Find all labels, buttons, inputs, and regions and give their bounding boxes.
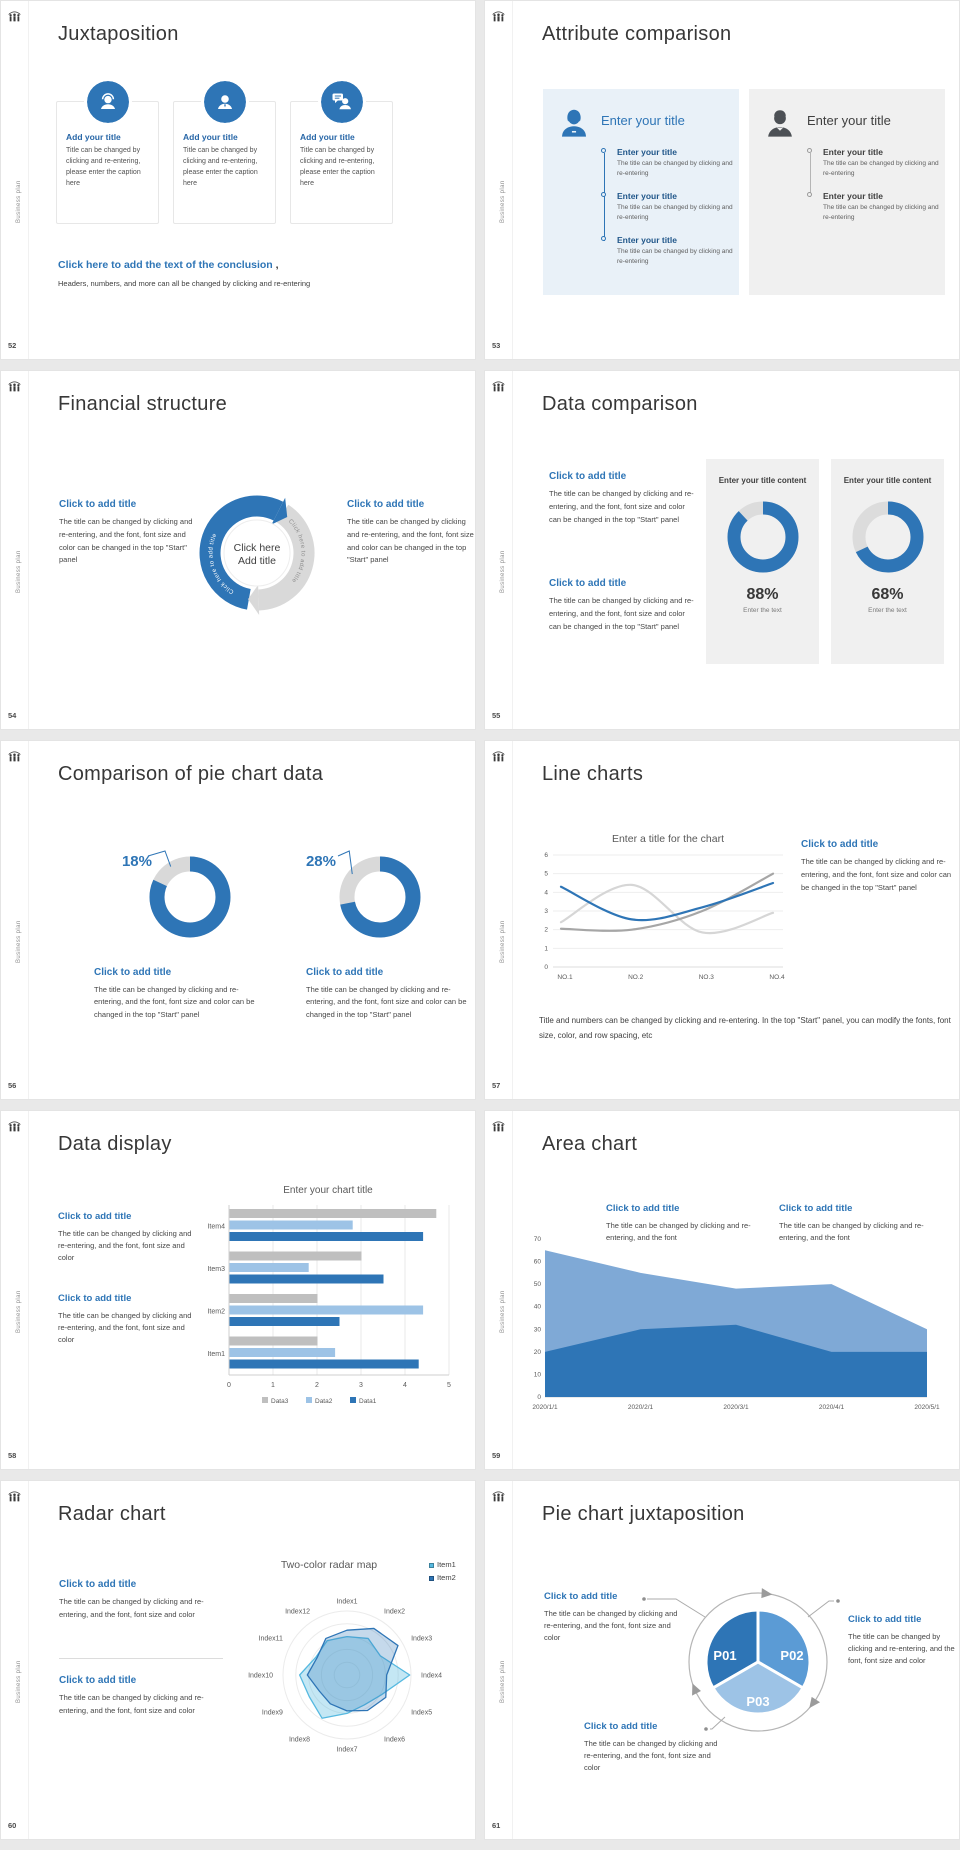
svg-text:Item2: Item2 [207, 1308, 225, 1316]
item-body: The title can be changed by clicking and re-entering [617, 248, 733, 266]
stat-card [706, 459, 819, 664]
cycle-diagram [179, 475, 335, 631]
slide-number: 57 [492, 1081, 501, 1090]
page-title: Attribute comparison [542, 23, 732, 45]
svg-text:P03: P03 [746, 1694, 770, 1709]
list-item [603, 147, 733, 180]
svg-text:0: 0 [537, 1394, 541, 1401]
svg-text:0: 0 [227, 1382, 231, 1389]
svg-text:Index5: Index5 [411, 1709, 433, 1717]
callout-block [584, 1721, 724, 1774]
text-block [549, 471, 699, 526]
slide-sidebar [1, 371, 29, 729]
item-body: The title can be changed by clicking and re-entering [823, 204, 939, 222]
legend-swatch [429, 1563, 434, 1568]
svg-text:Index1: Index1 [336, 1598, 358, 1606]
svg-text:Index8: Index8 [288, 1736, 310, 1744]
slide-number: 52 [8, 341, 17, 350]
block-title: Click to add title [59, 499, 137, 510]
legend-label: Item2 [437, 1573, 456, 1582]
stat-card [831, 459, 944, 664]
timeline-dot-icon [807, 148, 812, 153]
page-title: Financial structure [58, 393, 228, 415]
block-title: Click to add title [58, 1293, 132, 1304]
svg-text:70: 70 [533, 1236, 541, 1243]
card-caption: Enter the text [868, 607, 907, 614]
svg-text:Item1: Item1 [207, 1350, 225, 1358]
person-male-icon [761, 105, 799, 143]
svg-text:Index7: Index7 [336, 1746, 358, 1754]
legend-item [429, 1560, 456, 1569]
page-title: Data display [58, 1133, 172, 1155]
card-heading: Enter your title content [843, 476, 932, 485]
slide-number: 56 [8, 1081, 17, 1090]
slide-number: 53 [492, 341, 501, 350]
block-title: Click to add title [306, 967, 384, 978]
brand-logo-icon [491, 378, 506, 393]
text-block [58, 1293, 200, 1346]
svg-text:60: 60 [533, 1258, 541, 1266]
brand-logo-icon [491, 1488, 506, 1503]
svg-text:2020/4/1: 2020/4/1 [818, 1404, 845, 1411]
conclusion-suffix: , [272, 259, 279, 271]
svg-text:2020/1/1: 2020/1/1 [532, 1404, 558, 1411]
list-item [603, 191, 733, 224]
card-body: Title can be changed by clicking and re-entering, please enter the caption here [66, 147, 141, 187]
timeline [809, 147, 939, 235]
brand-logo-icon [491, 748, 506, 763]
brand-logo-icon [7, 748, 22, 763]
page-title: Pie chart juxtaposition [542, 1503, 745, 1525]
card-body: Title can be changed by clicking and re-entering, please enter the caption here [300, 147, 375, 187]
brand-logo-icon [491, 1118, 506, 1133]
brand-logo-icon [7, 1118, 22, 1133]
item-title: Enter your title [617, 191, 677, 201]
svg-text:NO.1: NO.1 [557, 974, 573, 981]
person-icon [204, 81, 246, 123]
card-row [56, 101, 393, 224]
brand-vertical-label: Business plan [16, 550, 22, 593]
slide-55-data-comparison[interactable] [484, 370, 960, 730]
block-title: Click to add title [549, 578, 627, 589]
slide-sidebar [1, 741, 29, 1099]
slide-sidebar [1, 1111, 29, 1469]
block-title: Click to add title [801, 839, 879, 850]
panel-heading: Enter your title [807, 113, 891, 128]
item-body: The title can be changed by clicking and re-entering [617, 204, 733, 222]
text-block [347, 499, 476, 567]
list-item [809, 147, 939, 180]
comparison-panel-left [543, 89, 739, 295]
slide-60-radar-chart[interactable] [0, 1480, 476, 1840]
slide-number: 55 [492, 711, 501, 720]
item-title: Enter your title [823, 191, 883, 201]
card-title: Add your title [66, 132, 121, 142]
donut-chart [721, 495, 805, 579]
slide-sidebar [485, 371, 513, 729]
chart-title: Enter a title for the chart [611, 833, 725, 845]
percent-label: 18% [121, 853, 152, 870]
svg-text:Item4: Item4 [207, 1223, 225, 1231]
item-title: Enter your title [617, 235, 677, 245]
slide-number: 58 [8, 1451, 17, 1460]
svg-text:Click here to add title: Click here to add title [286, 518, 306, 584]
svg-text:6: 6 [544, 852, 548, 859]
person-female-icon [555, 105, 593, 143]
timeline-dot-icon [601, 192, 606, 197]
block-body: The title can be changed by clicking and re-entering, and the font [779, 1221, 924, 1242]
svg-text:40: 40 [533, 1303, 541, 1311]
svg-text:Index4: Index4 [421, 1672, 443, 1680]
block-body: The title can be changed by clicking and re-entering, and the font, font size and color [59, 1597, 204, 1619]
svg-text:Index9: Index9 [261, 1709, 283, 1717]
item-body: The title can be changed by clicking and re-entering [823, 160, 939, 178]
divider [59, 1658, 223, 1659]
text-block [801, 839, 953, 894]
card-heading: Enter your title content [718, 476, 807, 485]
page-title: Data comparison [542, 393, 698, 415]
block-body: The title can be changed by clicking and re-entering, and the font [606, 1221, 751, 1242]
donut-chart [846, 495, 930, 579]
svg-text:Index11: Index11 [258, 1635, 283, 1643]
text-block [549, 578, 699, 633]
page-title: Line charts [542, 763, 644, 785]
panel-heading: Enter your title [601, 113, 685, 128]
svg-text:Data1: Data1 [359, 1398, 377, 1405]
feature-card[interactable] [56, 101, 159, 224]
block-body: The title can be changed by clicking and re-entering, and the font, font size and color can be changed in the top "Start" panel [549, 596, 694, 631]
slide-53-attribute-comparison[interactable] [484, 0, 960, 360]
slide-59-area-chart[interactable] [484, 1110, 960, 1470]
brand-vertical-label: Business plan [500, 550, 506, 593]
text-block [59, 1579, 221, 1622]
svg-text:Index2: Index2 [384, 1608, 406, 1616]
slide-sidebar [485, 1111, 513, 1469]
block-body: The title can be changed by clicking and re-entering, and the font, font size and color can be changed in the top "Start" panel [94, 985, 255, 1019]
page-title: Area chart [542, 1133, 638, 1155]
text-block [94, 967, 266, 1021]
svg-text:30: 30 [533, 1326, 541, 1334]
block-title: Click to add title [59, 1675, 137, 1686]
block-body: The title can be changed by clicking and re-entering, and the font, font size and color [848, 1632, 955, 1665]
slide-number: 54 [8, 711, 17, 720]
svg-text:Index12: Index12 [285, 1608, 310, 1616]
svg-text:20: 20 [533, 1348, 541, 1356]
svg-text:NO.3: NO.3 [698, 974, 714, 981]
page-title: Comparison of pie chart data [58, 763, 324, 785]
svg-text:NO.4: NO.4 [769, 974, 785, 981]
brand-logo-icon [7, 378, 22, 393]
comparison-panel-right [749, 89, 945, 295]
slide-number: 61 [492, 1821, 501, 1830]
svg-text:2: 2 [315, 1382, 319, 1389]
brand-vertical-label: Business plan [500, 920, 506, 963]
svg-text:10: 10 [533, 1371, 541, 1379]
percent-label: 28% [305, 853, 336, 870]
slide-sidebar [485, 741, 513, 1099]
brand-logo-icon [7, 8, 22, 23]
slide-sidebar [485, 1481, 513, 1839]
item-title: Enter your title [823, 147, 883, 157]
svg-text:5: 5 [447, 1382, 451, 1389]
item-title: Enter your title [617, 147, 677, 157]
svg-text:2020/2/1: 2020/2/1 [627, 1404, 654, 1411]
timeline-dot-icon [807, 192, 812, 197]
legend-label: Item1 [437, 1560, 456, 1569]
svg-text:1: 1 [544, 945, 548, 953]
timeline-dot-icon [601, 148, 606, 153]
svg-text:Index3: Index3 [411, 1635, 433, 1643]
block-title: Click to add title [779, 1203, 853, 1214]
brand-vertical-label: Business plan [500, 1290, 506, 1333]
conclusion [58, 259, 310, 288]
percent-value: 88% [746, 586, 779, 603]
brand-logo-icon [491, 8, 506, 23]
timeline-dot-icon [601, 236, 606, 241]
block-body: The title can be changed by clicking and re-entering, and the font, font size and color can be changed in the top "Start" panel [59, 517, 193, 565]
block-title: Click to add title [347, 499, 425, 510]
slide-sidebar [1, 1481, 29, 1839]
svg-text:Click here: Click here [233, 542, 281, 554]
line-chart [537, 847, 787, 987]
block-body: The title can be changed by clicking and re-entering, and the font, font size and color can be changed in the top "Start" panel [347, 517, 474, 565]
slide-number: 59 [492, 1451, 501, 1460]
svg-text:2020/5/1: 2020/5/1 [914, 1404, 940, 1411]
feature-card[interactable] [173, 101, 276, 224]
callout-block [848, 1614, 960, 1667]
slide-sidebar [485, 1, 513, 359]
block-title: Click to add title [549, 471, 627, 482]
donut-chart [118, 842, 263, 952]
card-body: Title can be changed by clicking and re-entering, please enter the caption here [183, 147, 258, 187]
radar-chart [227, 1575, 467, 1805]
page-title: Juxtaposition [58, 23, 179, 45]
item-body: The title can be changed by clicking and re-entering [617, 160, 733, 178]
svg-text:P02: P02 [780, 1648, 804, 1663]
svg-text:4: 4 [403, 1382, 407, 1389]
block-title: Click to add title [544, 1591, 618, 1602]
block-body: The title can be changed by clicking and re-entering, and the font, font size and color [584, 1739, 718, 1772]
svg-text:NO.2: NO.2 [628, 974, 644, 981]
conclusion-title: Click here to add the text of the conclusion [58, 259, 273, 271]
block-body: The title can be changed by clicking and re-entering, and the font, font size and color [544, 1609, 678, 1642]
svg-text:2020/3/1: 2020/3/1 [723, 1404, 749, 1411]
block-body: The title can be changed by clicking and re-entering, and the font, font size and color can be changed in the top "Start" panel [306, 985, 467, 1019]
text-block [59, 1675, 221, 1718]
list-item [809, 191, 939, 224]
svg-text:5: 5 [544, 870, 548, 878]
brand-vertical-label: Business plan [16, 1290, 22, 1333]
svg-text:3: 3 [359, 1382, 363, 1389]
svg-text:1: 1 [271, 1382, 275, 1389]
page-title: Radar chart [58, 1503, 166, 1525]
callout-block [544, 1591, 682, 1644]
slide-sidebar [1, 1, 29, 359]
block-body: The title can be changed by clicking and re-entering, and the font, font size and color [59, 1693, 204, 1715]
list-item [603, 235, 733, 268]
text-block [306, 967, 476, 1021]
timeline [603, 147, 733, 279]
slide-61-pie-juxtaposition[interactable] [484, 1480, 960, 1840]
block-title: Click to add title [59, 1579, 137, 1590]
svg-text:Item3: Item3 [207, 1265, 225, 1273]
block-title: Click to add title [94, 967, 172, 978]
svg-text:Index10: Index10 [248, 1672, 273, 1680]
text-block [58, 1211, 200, 1264]
svg-text:3: 3 [544, 908, 548, 915]
slide-52-juxtaposition[interactable] [0, 0, 476, 360]
brand-vertical-label: Business plan [500, 1660, 506, 1703]
brand-vertical-label: Business plan [16, 1660, 22, 1703]
brand-vertical-label: Business plan [16, 920, 22, 963]
block-body: The title can be changed by clicking and re-entering, and the font, font size and color can be changed in the top "Start" panel [549, 489, 694, 524]
svg-text:4: 4 [544, 889, 548, 897]
block-title: Click to add title [606, 1203, 680, 1214]
slide-number: 60 [8, 1821, 17, 1830]
feature-card[interactable] [290, 101, 393, 224]
svg-text:Index6: Index6 [384, 1736, 406, 1744]
chart-title: Two-color radar map [280, 1559, 378, 1571]
card-title: Add your title [183, 132, 238, 142]
slide-56-pie-comparison[interactable] [0, 740, 476, 1100]
block-body: The title can be changed by clicking and re-entering, and the font, font size and color [58, 1311, 192, 1344]
card-title: Add your title [300, 132, 355, 142]
block-title: Click to add title [584, 1721, 658, 1732]
card-caption: Enter the text [743, 607, 782, 614]
svg-text:Click here to add title: Click here to add title [208, 532, 236, 595]
block-title: Click to add title [58, 1211, 132, 1222]
block-body: The title can be changed by clicking and re-entering, and the font, font size and color [58, 1229, 192, 1262]
brand-logo-icon [7, 1488, 22, 1503]
person-support-icon [87, 81, 129, 123]
slide-54-financial-structure[interactable] [0, 370, 476, 730]
svg-text:50: 50 [533, 1281, 541, 1289]
svg-text:P01: P01 [713, 1648, 737, 1663]
slide-57-line-charts[interactable] [484, 740, 960, 1100]
percent-value: 68% [871, 586, 904, 603]
brand-vertical-label: Business plan [16, 180, 22, 223]
chart-title: Enter your chart title [283, 1185, 373, 1196]
svg-text:0: 0 [544, 964, 548, 971]
slide-58-data-display[interactable] [0, 1110, 476, 1470]
person-chat-icon [321, 81, 363, 123]
svg-text:Data2: Data2 [315, 1398, 333, 1405]
block-title: Click to add title [848, 1614, 922, 1625]
svg-text:2: 2 [544, 926, 548, 934]
area-chart [527, 1229, 943, 1425]
text-block [59, 499, 193, 567]
bar-chart [197, 1199, 459, 1414]
brand-vertical-label: Business plan [500, 180, 506, 223]
footer-note: Title and numbers can be changed by clicking and re-entering. In the top "Start" panel, you can modify the fonts, font size, color, and row spacing, etc [539, 1016, 951, 1041]
donut-chart [308, 842, 453, 952]
block-body: The title can be changed by clicking and re-entering, and the font, font size and color can be changed in the top "Start" panel [801, 857, 952, 892]
conclusion-body: Headers, numbers, and more can all be changed by clicking and re-entering [58, 279, 311, 288]
svg-text:Data3: Data3 [271, 1398, 289, 1405]
svg-text:Add title: Add title [238, 555, 276, 567]
